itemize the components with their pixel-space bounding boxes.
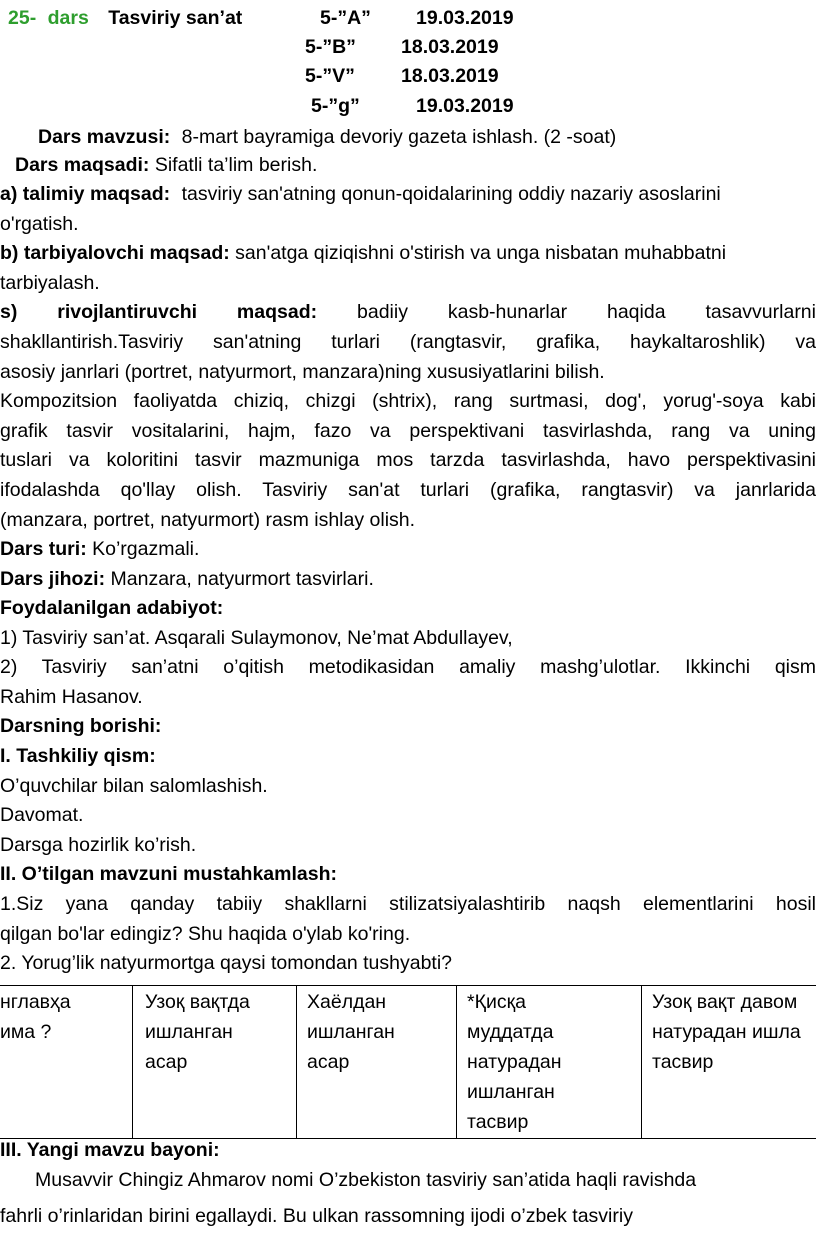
composition-line: ifodalashda qo'llay olish. Tasviriy san'at turlari (grafika, rangtasvir) va janrlarida	[0, 479, 816, 501]
literature-item: 2) Tasviriy san’atni o’qitish metodikasidan amaliy mashg’ulotlar. Ikkinchi qism	[0, 656, 816, 678]
cell-line: нглавҳа	[0, 991, 71, 1013]
equipment-label: Dars jihozi:	[0, 568, 106, 590]
equipment-value: Manzara, natyurmort tasvirlari.	[110, 568, 374, 590]
lesson-header-line	[8, 4, 242, 34]
part2-heading: II. O’tilgan mavzuni mustahkamlash:	[0, 863, 337, 885]
lesson-goal	[15, 151, 317, 181]
cell-line: ишланган	[467, 1081, 555, 1103]
aim-a-label: a) talimiy maqsad:	[0, 183, 171, 205]
part2-question: 1.Siz yana qanday tabiiy shakllarni stilizatsiyalashtirib naqsh elementlarini hosil	[0, 893, 816, 915]
date-a: 19.03.2019	[416, 7, 514, 29]
topic-label: Dars mavzusi:	[38, 126, 171, 148]
aim-b-text: san'atga qiziqishni o'stirish va unga nisbatan muhabbatni	[235, 242, 727, 264]
aim-s-line1	[0, 298, 816, 328]
lesson-word: dars	[47, 7, 89, 29]
part3-heading: III. Yangi mavzu bayoni:	[0, 1139, 220, 1161]
part1-heading: I. Tashkiliy qism:	[0, 745, 156, 767]
lesson-equipment	[0, 565, 374, 595]
aim-s-line3: asosiy janrlari (portret, natyurmort, manzara)ning xususiyatlarini bilish.	[0, 361, 605, 383]
review-table	[0, 985, 816, 1139]
cell-line: муддатда	[467, 1021, 554, 1043]
class-b: 5-”B”	[305, 36, 356, 58]
date-b: 18.03.2019	[401, 36, 499, 58]
table-cell	[641, 986, 816, 1138]
cell-line: Узоқ вақт давом	[652, 991, 798, 1013]
class-g: 5-”g”	[311, 95, 360, 117]
aim-s-label: s) rivojlantiruvchi maqsad:	[0, 301, 318, 323]
aim-s-line2: shakllantirish.Tasviriy san'atning turlari (rangtasvir, grafika, haykaltaroshlik) va	[0, 331, 816, 353]
topic-value: 8-mart bayramiga devoriy gazeta ishlash. (2 -soat)	[181, 126, 617, 148]
aim-b-line1	[0, 239, 726, 269]
table-cell	[296, 986, 456, 1138]
aim-a-text: tasviriy san'atning qonun-qoidalarining oddiy nazariy asoslarini	[181, 183, 721, 205]
composition-line: (manzara, portret, natyurmort) rasm ishlay olish.	[0, 509, 416, 531]
aim-b-line2: tarbiyalash.	[0, 272, 100, 294]
literature-item: 1) Tasviriy san’at. Asqarali Sulaymonov, Ne’mat Abdullayev,	[0, 627, 513, 649]
subject-name: Tasviriy san’at	[108, 7, 243, 29]
cell-line: *Қисқа	[467, 991, 526, 1013]
aim-s-text: badiiy kasb-hunarlar haqida tasavvurlarni	[357, 301, 816, 323]
procedure-heading: Darsning borishi:	[0, 715, 162, 737]
goal-value: Sifatli ta’lim berish.	[154, 154, 318, 176]
cell-line: Хаёлдан	[307, 991, 387, 1013]
part1-item: Darsga hozirlik ko’rish.	[0, 834, 197, 856]
part1-item: Davomat.	[0, 804, 84, 826]
part1-item: O’quvchilar bilan salomlashish.	[0, 775, 268, 797]
composition-line: tuslari va koloritini tasvir mazmuniga mos tarzda tasvirlashda, havo perspektivasini	[0, 449, 816, 471]
literature-item-cont: Rahim Hasanov.	[0, 686, 143, 708]
class-a: 5-”A”	[320, 7, 371, 29]
class-v: 5-”V”	[305, 65, 355, 87]
cell-line: Узоқ вақтда	[145, 991, 250, 1013]
part3-paragraph-line: fahrli o’rinlaridan birini egallaydi. Bu ulkan rassomning ijodi o’zbek tasviriy	[0, 1205, 633, 1227]
cell-line: натурадан ишла	[652, 1021, 801, 1043]
part2-question-cont: qilgan bo'lar edingiz? Shu haqida o'ylab ko'ring.	[0, 923, 411, 945]
composition-line: Kompozitsion faoliyatda chiziq, chizgi (shtrix), rang surtmasi, dog', yorug'-soya kabi	[0, 390, 816, 412]
lesson-type	[0, 535, 199, 565]
cell-line: асар	[307, 1051, 350, 1073]
cell-line: тасвир	[467, 1111, 529, 1133]
aim-a-line2: o'rgatish.	[0, 213, 79, 235]
table-cell	[456, 986, 641, 1138]
part2-question: 2. Yorug’lik natyurmortga qaysi tomondan tushyabti?	[0, 952, 453, 974]
goal-label: Dars maqsadi:	[15, 154, 150, 176]
cell-line: натурадан	[467, 1051, 562, 1073]
table-cell	[0, 986, 132, 1138]
date-g: 19.03.2019	[416, 95, 514, 117]
date-v: 18.03.2019	[401, 65, 499, 87]
table-cell	[132, 986, 296, 1138]
composition-line: grafik tasvir vositalarini, hajm, fazo va perspektivani tasvirlashda, rang va uning	[0, 420, 816, 442]
aim-b-label: b) tarbiyalovchi maqsad:	[0, 242, 230, 264]
lesson-topic	[38, 123, 616, 153]
aim-a-line1	[0, 180, 721, 210]
cell-line: има ?	[0, 1021, 52, 1043]
cell-line: асар	[145, 1051, 188, 1073]
cell-line: ишланган	[145, 1021, 233, 1043]
lesson-number: 25-	[8, 7, 37, 29]
part3-paragraph-line: Musavvir Chingiz Ahmarov nomi O’zbekiston tasviriy san’atida haqli ravishda	[35, 1169, 697, 1191]
cell-line: тасвир	[652, 1051, 714, 1073]
lesson-type-label: Dars turi:	[0, 538, 87, 560]
cell-line: ишланган	[307, 1021, 395, 1043]
lesson-type-value: Ko’rgazmali.	[92, 538, 200, 560]
literature-heading: Foydalanilgan adabiyot:	[0, 597, 224, 619]
